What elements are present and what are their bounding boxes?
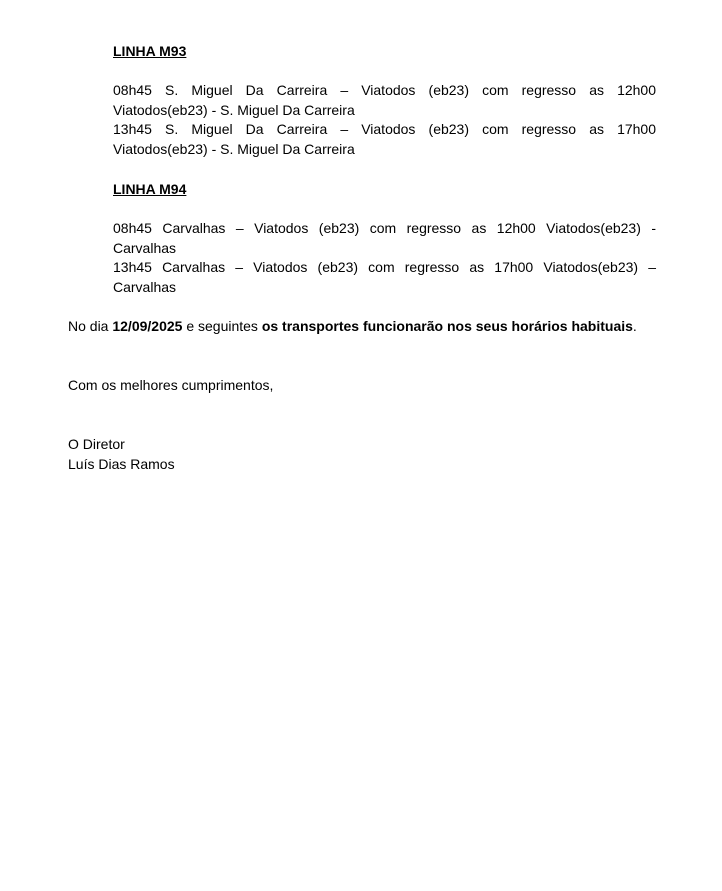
line-m93-heading: LINHA M93	[113, 43, 187, 59]
notice-middle: e seguintes	[182, 318, 262, 334]
line-m94-trip-1-line-1: 08h45 Carvalhas – Viatodos (eb23) com regresso as 12h00 Viatodos(eb23) -	[113, 220, 656, 236]
line-m94-trip-1	[113, 219, 656, 258]
line-m94-trip-2	[113, 258, 656, 297]
line-m94-trip-2-line-2: Carvalhas	[113, 278, 177, 295]
line-m93-trip-2-line-2: Viatodos(eb23) - S. Miguel Da Carreira	[113, 140, 355, 157]
line-m94-trip-1-line-2: Carvalhas	[113, 239, 177, 256]
line-m93-trips	[113, 81, 656, 159]
notice-date: 12/09/2025	[112, 318, 183, 334]
signature-name: Luís Dias Ramos	[68, 455, 175, 472]
notice-suffix: .	[632, 318, 637, 334]
line-m93-trip-2	[113, 120, 656, 159]
line-m94-trips	[113, 219, 656, 297]
line-m93-section	[113, 42, 656, 62]
line-m93-trip-1	[113, 81, 656, 120]
line-m93-trip-2-line-1: 13h45 S. Miguel Da Carreira – Viatodos (eb23) com regresso as 17h00	[113, 121, 656, 137]
line-m94-section	[113, 180, 656, 200]
line-m94-heading: LINHA M94	[113, 181, 187, 197]
notice-prefix: No dia	[68, 318, 113, 334]
closing-line: Com os melhores cumprimentos,	[68, 377, 274, 393]
notice-emphasis: os transportes funcionarão nos seus horários habituais	[261, 318, 633, 334]
line-m94-trip-2-line-1: 13h45 Carvalhas – Viatodos (eb23) com regresso as 17h00 Viatodos(eb23) –	[113, 259, 656, 275]
notice-paragraph	[68, 317, 668, 337]
signature-block	[68, 435, 668, 474]
line-m93-trip-1-line-1: 08h45 S. Miguel Da Carreira – Viatodos (eb23) com regresso as 12h00	[113, 82, 656, 98]
signature-title: O Diretor	[68, 436, 125, 452]
line-m93-trip-1-line-2: Viatodos(eb23) - S. Miguel Da Carreira	[113, 101, 355, 118]
